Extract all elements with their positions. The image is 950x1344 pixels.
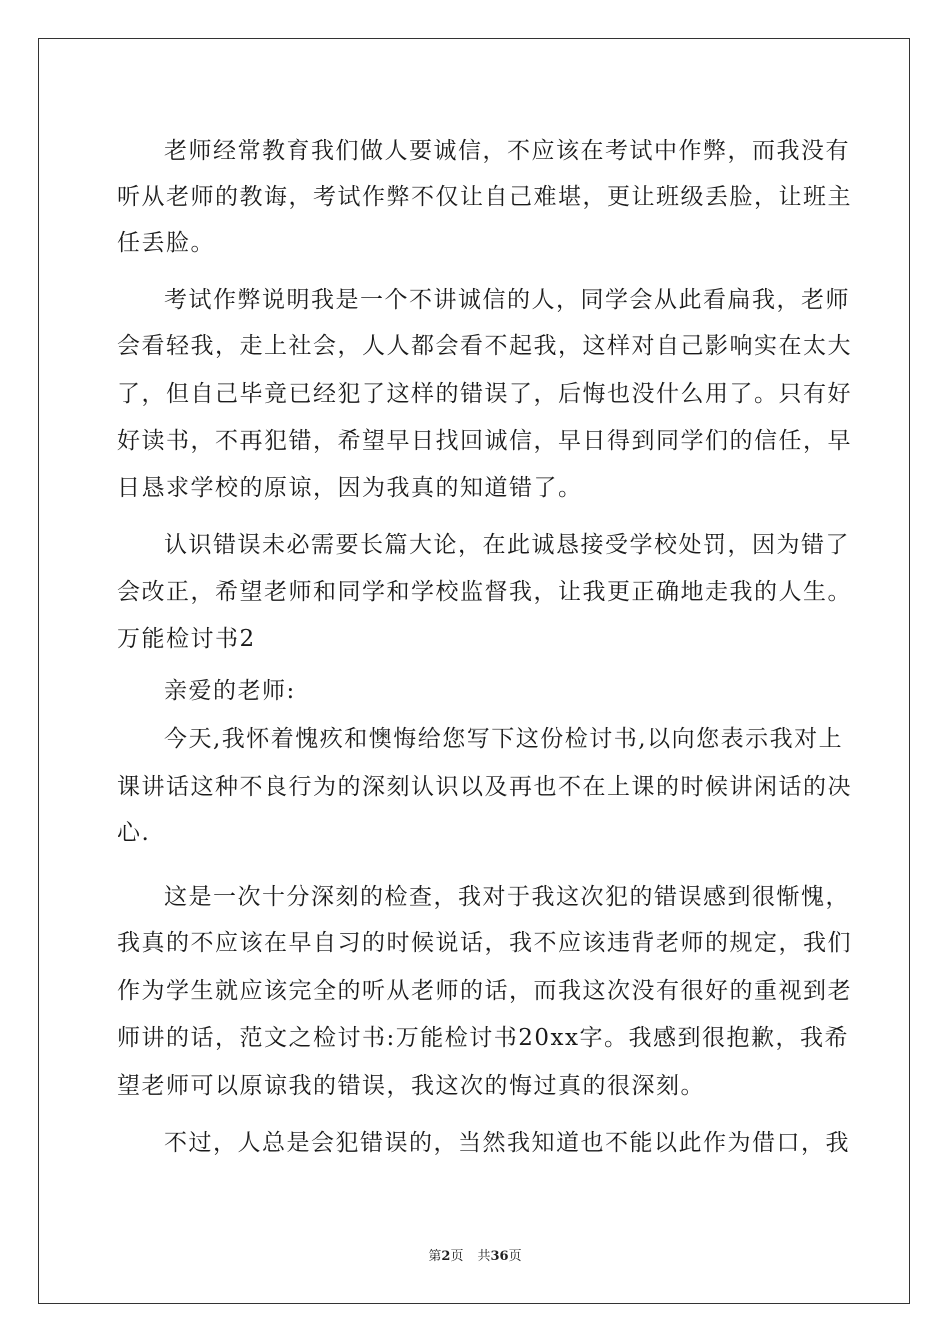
total-prefix: 共 xyxy=(477,1249,491,1264)
page-suffix: 页 xyxy=(450,1249,464,1264)
paragraph-line: 今天,我怀着愧疚和懊悔给您写下这份检讨书,以向您表示我对上 xyxy=(164,726,844,752)
paragraph-line: 日恳求学校的原谅，因为我真的知道错了。 xyxy=(117,475,583,501)
section-heading: 万能检讨书2 xyxy=(117,626,256,652)
paragraph-line: 老师经常教育我们做人要诚信，不应该在考试中作弊，而我没有 xyxy=(164,138,850,164)
page-prefix: 第 xyxy=(428,1249,442,1264)
total-suffix: 页 xyxy=(508,1249,522,1264)
paragraph-line: 任丢脸。 xyxy=(117,230,215,256)
paragraph-line: 了，但自己毕竟已经犯了这样的错误了，后悔也没什么用了。只有好 xyxy=(117,381,852,407)
paragraph-line: 会看轻我，走上社会，人人都会看不起我，这样对自己影响实在太大 xyxy=(117,333,852,359)
page-footer xyxy=(0,1245,950,1264)
salutation: 亲爱的老师: xyxy=(164,678,296,704)
paragraph-line: 考试作弊说明我是一个不讲诚信的人，同学会从此看扁我，老师 xyxy=(164,287,850,313)
paragraph-line: 我真的不应该在早自习的时候说话，我不应该违背老师的规定，我们 xyxy=(117,930,852,956)
paragraph-line: 这是一次十分深刻的检查，我对于我这次犯的错误感到很惭愧， xyxy=(164,884,850,910)
paragraph-line: 听从老师的教诲，考试作弊不仅让自己难堪，更让班级丢脸，让班主 xyxy=(117,184,852,210)
paragraph-line: 会改正，希望老师和同学和学校监督我，让我更正确地走我的人生。 xyxy=(117,579,852,605)
paragraph-line: 心. xyxy=(117,820,151,846)
paragraph-line: 不过，人总是会犯错误的，当然我知道也不能以此作为借口，我 xyxy=(164,1130,850,1156)
paragraph-line: 作为学生就应该完全的听从老师的话，而我这次没有很好的重视到老 xyxy=(117,978,852,1004)
page-number: 2 xyxy=(441,1249,451,1264)
paragraph-line: 师讲的话，范文之检讨书:万能检讨书20xx字。我感到很抱歉，我希 xyxy=(117,1025,849,1051)
total-pages: 36 xyxy=(490,1249,509,1264)
paragraph-line: 望老师可以原谅我的错误，我这次的悔过真的很深刻。 xyxy=(117,1073,705,1099)
paragraph-line: 认识错误未必需要长篇大论，在此诚恳接受学校处罚，因为错了 xyxy=(164,532,850,558)
paragraph-line: 课讲话这种不良行为的深刻认识以及再也不在上课的时候讲闲话的决 xyxy=(117,774,852,800)
paragraph-line: 好读书，不再犯错，希望早日找回诚信，早日得到同学们的信任，早 xyxy=(117,428,852,454)
